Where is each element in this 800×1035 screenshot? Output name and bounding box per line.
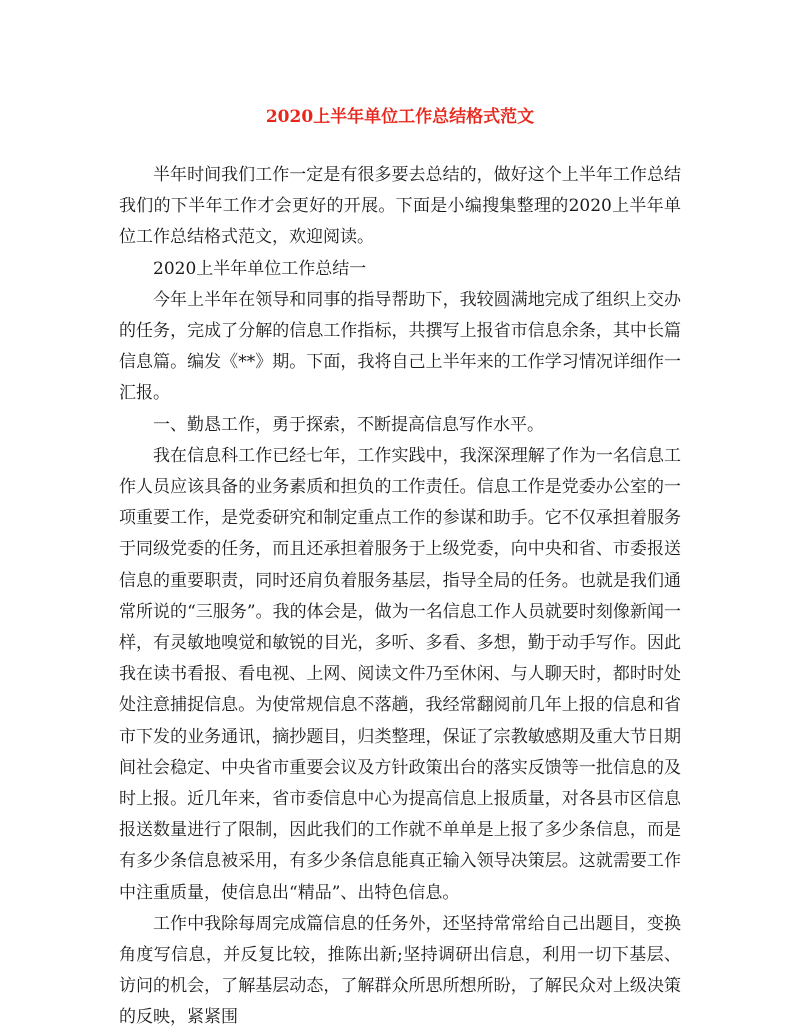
paragraph-summary: 今年上半年在领导和同事的指导帮助下，我较圆满地完成了组织上交办的任务，完成了分解的信息工作指标，共撰写上报省市信息余条，其中长篇信息篇。编发《**》期。下面，我将自己上半年来的工作学习情况详细作一汇报。 (119, 289, 681, 404)
paragraph-intro: 半年时间我们工作一定是有很多要去总结的，做好这个上半年工作总结我们的下半年工作才会更好的开展。下面是小编搜集整理的2020上半年单位工作总结格式范文，欢迎阅读。 (119, 165, 681, 248)
paragraph-subheading-1: 一、勤恳工作，勇于探索，不断提高信息写作水平。 (153, 414, 544, 435)
paragraph-body-2: 工作中我除每周完成篇信息的任务外，还坚持常常给自己出题目，变换角度写信息，并反复比较，推陈出新;坚持调研出信息，利用一切下基层、访问的机会，了解基层动态，了解群众所思所想所盼，了解民众对上级决策的反映，紧紧围 (119, 913, 681, 1028)
paragraph-body-1: 我在信息科工作已经七年，工作实践中，我深深理解了作为一名信息工作人员应该具备的业务素质和担负的工作责任。信息工作是党委办公室的一项重要工作，是党委研究和制定重点工作的参谋和助手。它不仅承担着服务于同级党委的任务，而且还承担着服务于上级党委，向中央和省、市委报送信息的重要职责，同时还肩负着服务基层，指导全局的任务。也就是我们通常所说的“三服务”。我的体会是，做为一名信息工作人员就要时刻像新闻一样，有灵敏地嗅觉和敏锐的目光，多听、多看、多想，勤于动手写作。因此我在读书看报、看电视、上网、阅读文件乃至休闲、与人聊天时，都时时处处注意捕捉信息。为使常规信息不落趟，我经常翻阅前几年上报的信息和省市下发的业务通讯，摘抄题目，归类整理，保证了宗教敏感期及重大节日期间社会稳定、中央省市重要会议及方针政策出台的落实反馈等一批信息的及时上报。近几年来，省市委信息中心为提高信息上报质量，对各县市区信息报送数量进行了限制，因此我们的工作就不单单是上报了多少条信息，而是有多少条信息被采用，有多少条信息能真正输入领导决策层。这就需要工作中注重质量，使信息出“精品”、出特色信息。 (119, 445, 681, 903)
document-body (119, 160, 681, 1034)
paragraph-section-heading: 2020上半年单位工作总结一 (153, 258, 367, 279)
document-title: 2020上半年单位工作总结格式范文 (265, 107, 535, 127)
